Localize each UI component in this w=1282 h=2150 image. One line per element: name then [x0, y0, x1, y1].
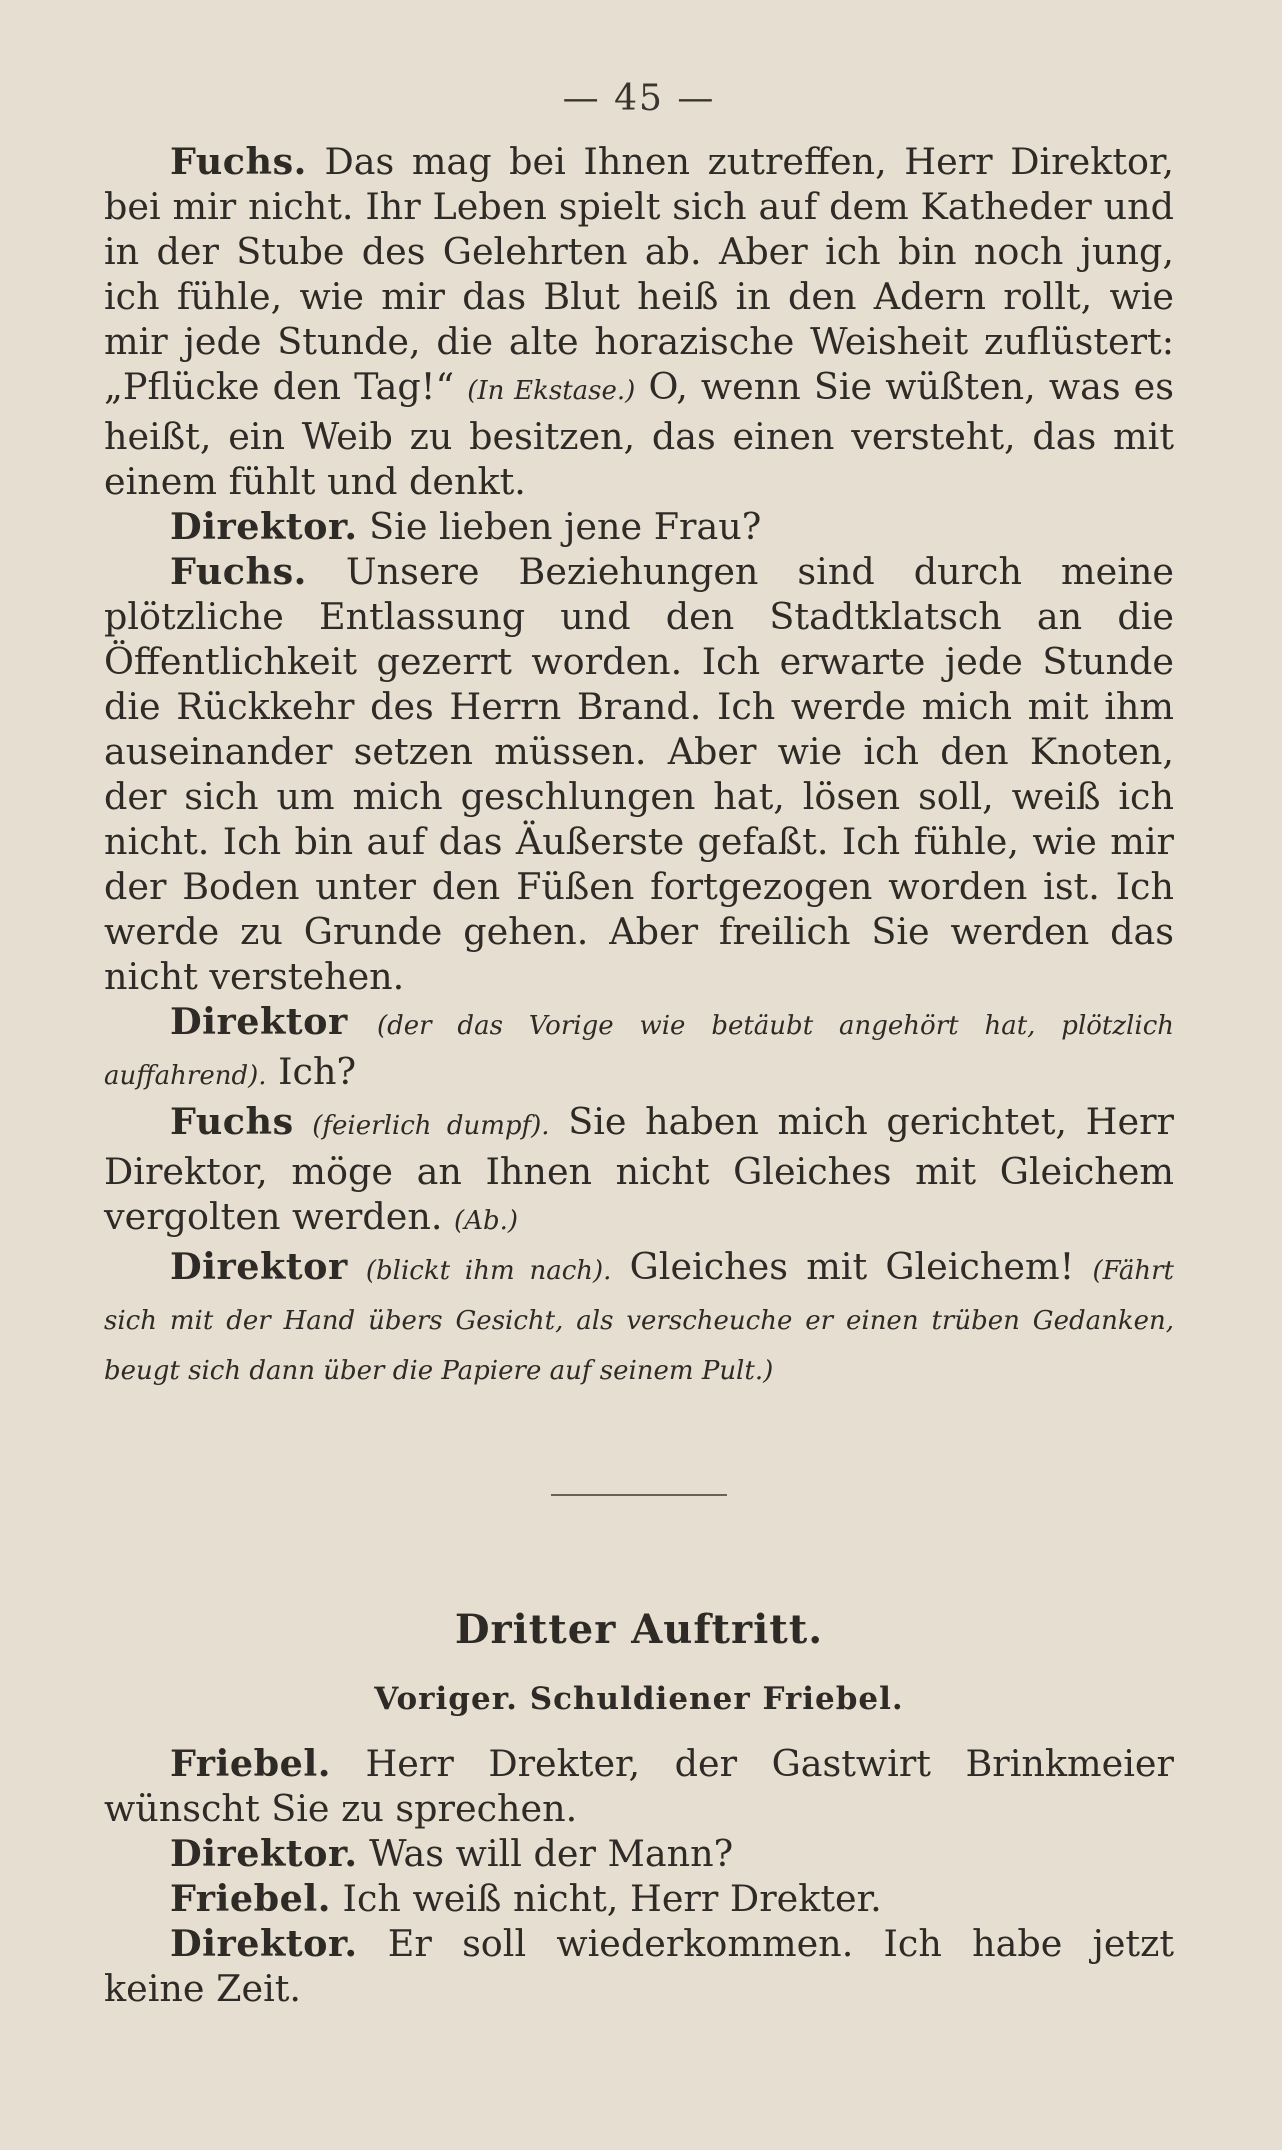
speaker-name: Fuchs: [170, 1100, 294, 1143]
speaker-name: Direktor: [170, 1245, 348, 1288]
dialogue-paragraph: [104, 139, 1174, 504]
dialogue-text: Sie haben mich gerichtet, Herr Direktor, möge an Ihnen nicht Gleiches mit Gleichem vergolten werden.: [104, 1100, 1174, 1238]
speaker-name: Fuchs.: [170, 140, 307, 183]
dialogue-paragraph: [104, 1876, 1174, 1921]
speaker-name: Fuchs.: [170, 550, 307, 593]
dialogue-text: Herr Drekter, der Gastwirt Brinkmeier wünscht Sie zu sprechen.: [104, 1742, 1174, 1830]
document-page: [104, 78, 1174, 2011]
dialogue-text: Ich?: [278, 1050, 357, 1093]
speaker-name: Friebel.: [170, 1877, 331, 1920]
section-divider: [551, 1494, 727, 1496]
stage-direction: (Fährt sich mit der Hand übers Gesicht, als verscheuche er einen trüben Gedanken, beugt sich dann über die Papiere auf seinem Pult.): [104, 1256, 1174, 1386]
dialogue-paragraph: [104, 549, 1174, 999]
speaker-name: Direktor.: [170, 1922, 358, 1965]
speaker-name: Friebel.: [170, 1742, 331, 1785]
dialogue-text: Er soll wiederkommen. Ich habe jetzt keine Zeit.: [104, 1922, 1174, 2010]
dialogue-paragraph: [104, 1921, 1174, 2011]
dialogue-text: Das mag bei Ihnen zutreffen, Herr Direktor, bei mir nicht. Ihr Leben spielt sich auf dem Katheder und in der Stube des Gelehrten ab. Aber ich bin noch jung, ich fühle, wie mir das Blut heiß in den Adern rollt, wie mir jede Stunde, die alte horazische Weisheit zuflüstert: „Pflücke den Tag!“: [104, 140, 1175, 408]
dialogue-paragraph: [104, 504, 1174, 549]
dialogue-paragraph: [104, 1244, 1174, 1394]
dialogue-paragraph: [104, 1099, 1174, 1244]
speaker-name: Direktor.: [170, 1832, 358, 1875]
dialogue-paragraph: [104, 999, 1174, 1099]
cast-list: Voriger. Schuldiener Friebel.: [374, 1681, 904, 1717]
stage-direction: (In Ekstase.): [467, 376, 636, 406]
dialogue-text: Gleiches mit Gleichem!: [629, 1245, 1075, 1288]
stage-direction: (feierlich dumpf).: [312, 1111, 550, 1141]
dialogue-text: Was will der Mann?: [369, 1832, 734, 1875]
dialogue-text: Ich weiß nicht, Herr Drekter.: [342, 1877, 882, 1920]
page-number: — 45 —: [562, 78, 716, 119]
scene-title: Dritter Auftritt.: [454, 1606, 824, 1653]
dialogue-text: O, wenn Sie wüßten, was es heißt, ein Weib zu besitzen, das einen versteht, das mit einem fühlt und denkt.: [104, 365, 1175, 503]
stage-direction: (der das Vorige wie betäubt angehört hat, plötzlich auffahrend).: [104, 1011, 1174, 1091]
dialogue-text: Sie lieben jene Frau?: [369, 505, 762, 548]
dialogue-text: Unsere Beziehungen sind durch meine plötzliche Entlassung und den Stadtklatsch an die Öffentlichkeit gezerrt worden. Ich erwarte jede Stunde die Rückkehr des Herrn Brand. Ich werde mich mit ihm auseinander setzen müssen. Aber wie ich den Knoten, der sich um mich geschlungen hat, lösen soll, weiß ich nicht. Ich bin auf das Äußerste gefaßt. Ich fühle, wie mir der Boden unter den Füßen fortgezogen worden ist. Ich werde zu Grunde gehen. Aber freilich Sie werden das nicht verstehen.: [104, 550, 1174, 998]
stage-direction: (Ab.): [454, 1206, 519, 1236]
dialogue-paragraph: [104, 1741, 1174, 1831]
dialogue-paragraph: [104, 1831, 1174, 1876]
speaker-name: Direktor.: [170, 505, 358, 548]
stage-direction: (blickt ihm nach).: [365, 1256, 612, 1286]
speaker-name: Direktor: [170, 1000, 348, 1043]
